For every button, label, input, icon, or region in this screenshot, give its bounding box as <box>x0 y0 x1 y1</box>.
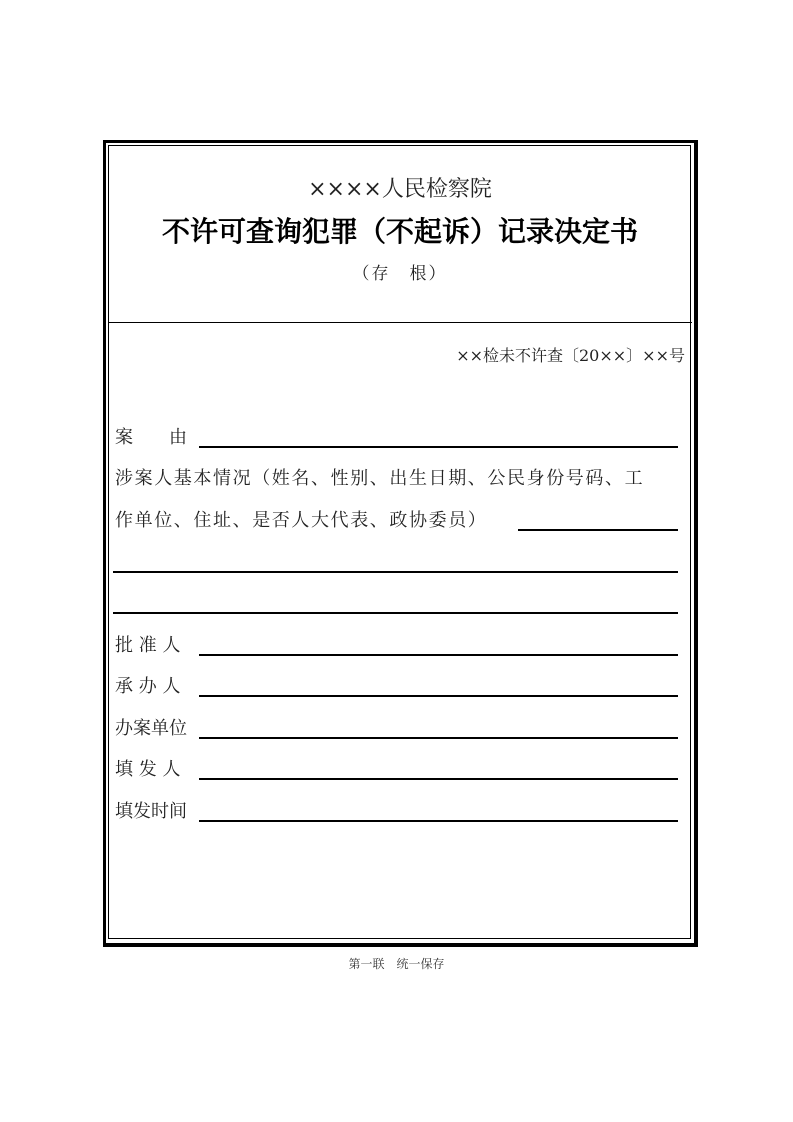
person-info-field-line2[interactable] <box>113 571 678 573</box>
person-info-field-line1[interactable] <box>518 529 678 531</box>
issuer-field[interactable] <box>199 778 678 780</box>
person-info-label-line1: 涉案人基本情况（姓名、性别、出生日期、公民身份号码、工 <box>115 468 645 489</box>
copy-note: 第一联 统一保存 <box>348 957 445 971</box>
person-info-field-line3[interactable] <box>113 612 678 614</box>
document-number: ××检未不许查〔20××〕××号 <box>456 346 685 365</box>
procuratorate-name: ××××人民检察院 <box>308 177 492 202</box>
issuer-label: 填 发 人 <box>115 759 181 780</box>
person-info-label-line2: 作单位、住址、是否人大代表、政协委员） <box>115 510 488 531</box>
handler-label: 承 办 人 <box>115 676 181 697</box>
handling-unit-field[interactable] <box>199 737 678 739</box>
handler-field[interactable] <box>199 695 678 697</box>
approver-label: 批 准 人 <box>115 635 181 656</box>
issue-time-label: 填发时间 <box>115 801 187 822</box>
issue-time-field[interactable] <box>199 820 678 822</box>
document-title: 不许可查询犯罪（不起诉）记录决定书 <box>161 215 638 248</box>
header-divider <box>108 322 692 323</box>
case-cause-label: 案 由 <box>115 427 187 448</box>
case-cause-field[interactable] <box>199 446 678 448</box>
handling-unit-label: 办案单位 <box>115 718 187 739</box>
approver-field[interactable] <box>199 654 678 656</box>
document-subtitle: （存 根） <box>352 264 448 284</box>
